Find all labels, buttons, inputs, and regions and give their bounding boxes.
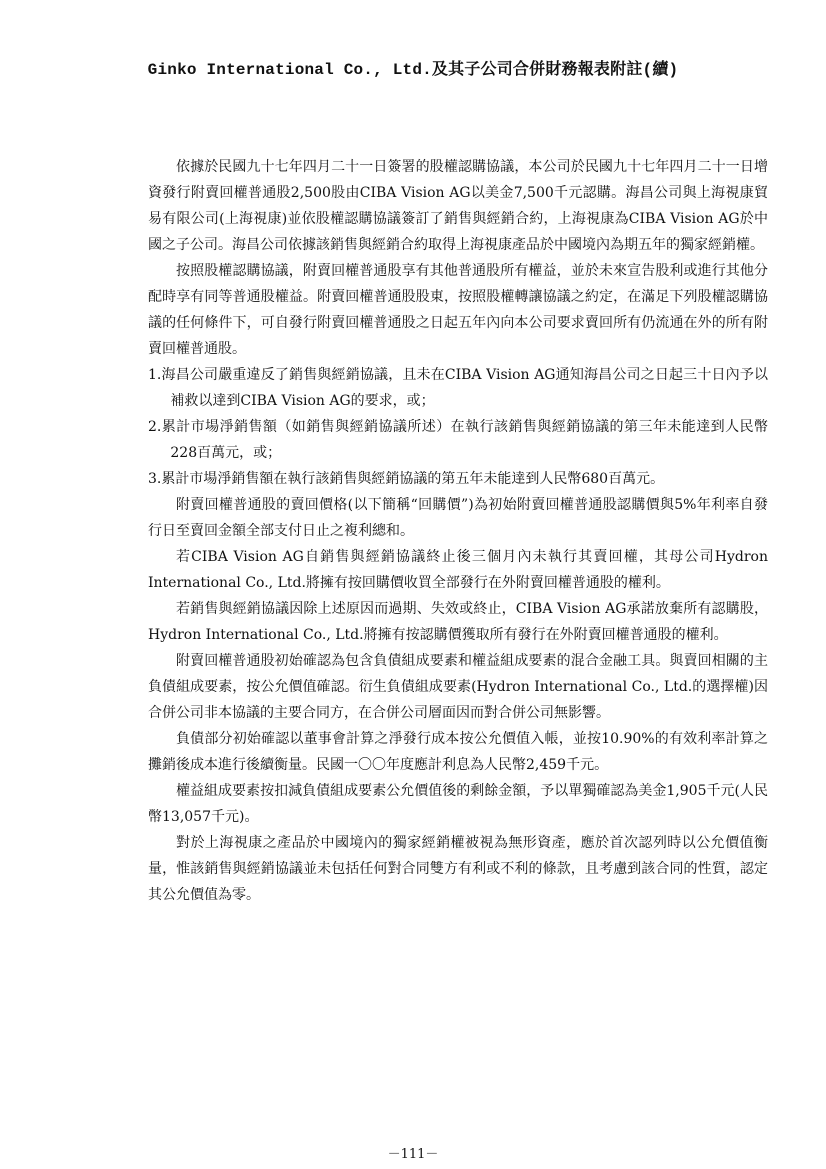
paragraph-put-right-terms: 按照股權認購協議，附賣回權普通股享有其他普通股所有權益，並於未來宣告股利或進行其他分配時享有同等普通股權益。附賣回權普通股股東，按照股權轉讓協議之約定，在滿足下列股權認購協議的任何條件下，可自發行附賣回權普通股之日起五年內向本公司要求賣回所有仍流通在外的所有附賣回權普通股。 (148, 263, 768, 357)
paragraph-equity-component: 權益組成要素按扣減負債組成要素公允價值後的剩餘金額，予以單獨確認為美金1,905千元(人民幣13,057千元)。 (148, 783, 768, 825)
paragraph-hybrid-instrument: 附賣回權普通股初始確認為包含負債組成要素和權益組成要素的混合金融工具。與賣回相關的主負債組成要素，按公允價值確認。衍生負債組成要素(Hydron International Co., Ltd.的選擇權)因合併公司非本協議的主要合同方，在合併公司層面因而對合併公司無影響。 (148, 653, 768, 721)
paragraph-expiry: 若銷售與經銷協議因除上述原因而過期、失效或終止，CIBA Vision AG承諾放棄所有認購股，Hydron International Co., Ltd.將擁有按認購價獲取所有發行在外附賣回權普通股的權利。 (148, 601, 768, 643)
document-body (148, 154, 768, 908)
condition-item-3: 3.累計市場淨銷售額在執行該銷售與經銷協議的第五年未能達到人民幣680百萬元。 (148, 471, 665, 487)
page-header: Ginko International Co., Ltd.及其子公司合併財務報表附註(續) (147, 61, 679, 79)
condition-item-1: 1.海昌公司嚴重違反了銷售與經銷協議，且未在CIBA Vision AG通知海昌公司之日起三十日內予以補救以達到CIBA Vision AG的要求，或； (148, 367, 768, 409)
paragraph-parent-right: 若CIBA Vision AG自銷售與經銷協議終止後三個月內未執行其賣回權，其母公司Hydron International Co., Ltd.將擁有按回購價收買全部發行在外附賣回權普通股的權利。 (148, 549, 768, 591)
paragraph-repurchase-price: 附賣回權普通股的賣回價格(以下簡稱“回購價”)為初始附賣回權普通股認購價與5%年利率自發行日至賣回金額全部支付日止之複利總和。 (148, 497, 768, 539)
page-number: －111－ (387, 1147, 439, 1162)
condition-item-2: 2.累計市場淨銷售額（如銷售與經銷協議所述）在執行該銷售與經銷協議的第三年未能達到人民幣228百萬元，或； (148, 419, 768, 461)
paragraph-intangible-asset: 對於上海視康之產品於中國境內的獨家經銷權被視為無形資產，應於首次認列時以公允價值衡量，惟該銷售與經銷協議並未包括任何對合同雙方有利或不利的條款，且考慮到該合同的性質，認定其公允價值為零。 (148, 835, 768, 903)
paragraph-liability-measurement: 負債部分初始確認以董事會計算之淨發行成本按公允價值入帳，並按10.90%的有效利率計算之攤銷後成本進行後續衡量。民國一〇〇年度應計利息為人民幣2,459千元。 (148, 731, 768, 773)
paragraph-share-subscription: 依據於民國九十七年四月二十一日簽署的股權認購協議，本公司於民國九十七年四月二十一日增資發行附賣回權普通股2,500股由CIBA Vision AG以美金7,500千元認購。海昌公司與上海視康貿易有限公司(上海視康)並依股權認購協議簽訂了銷售與經銷合約，上海視康為CIBA Vision AG於中國之子公司。海昌公司依據該銷售與經銷合約取得上海視康產品於中國境內為期五年的獨家經銷權。 (148, 159, 768, 253)
